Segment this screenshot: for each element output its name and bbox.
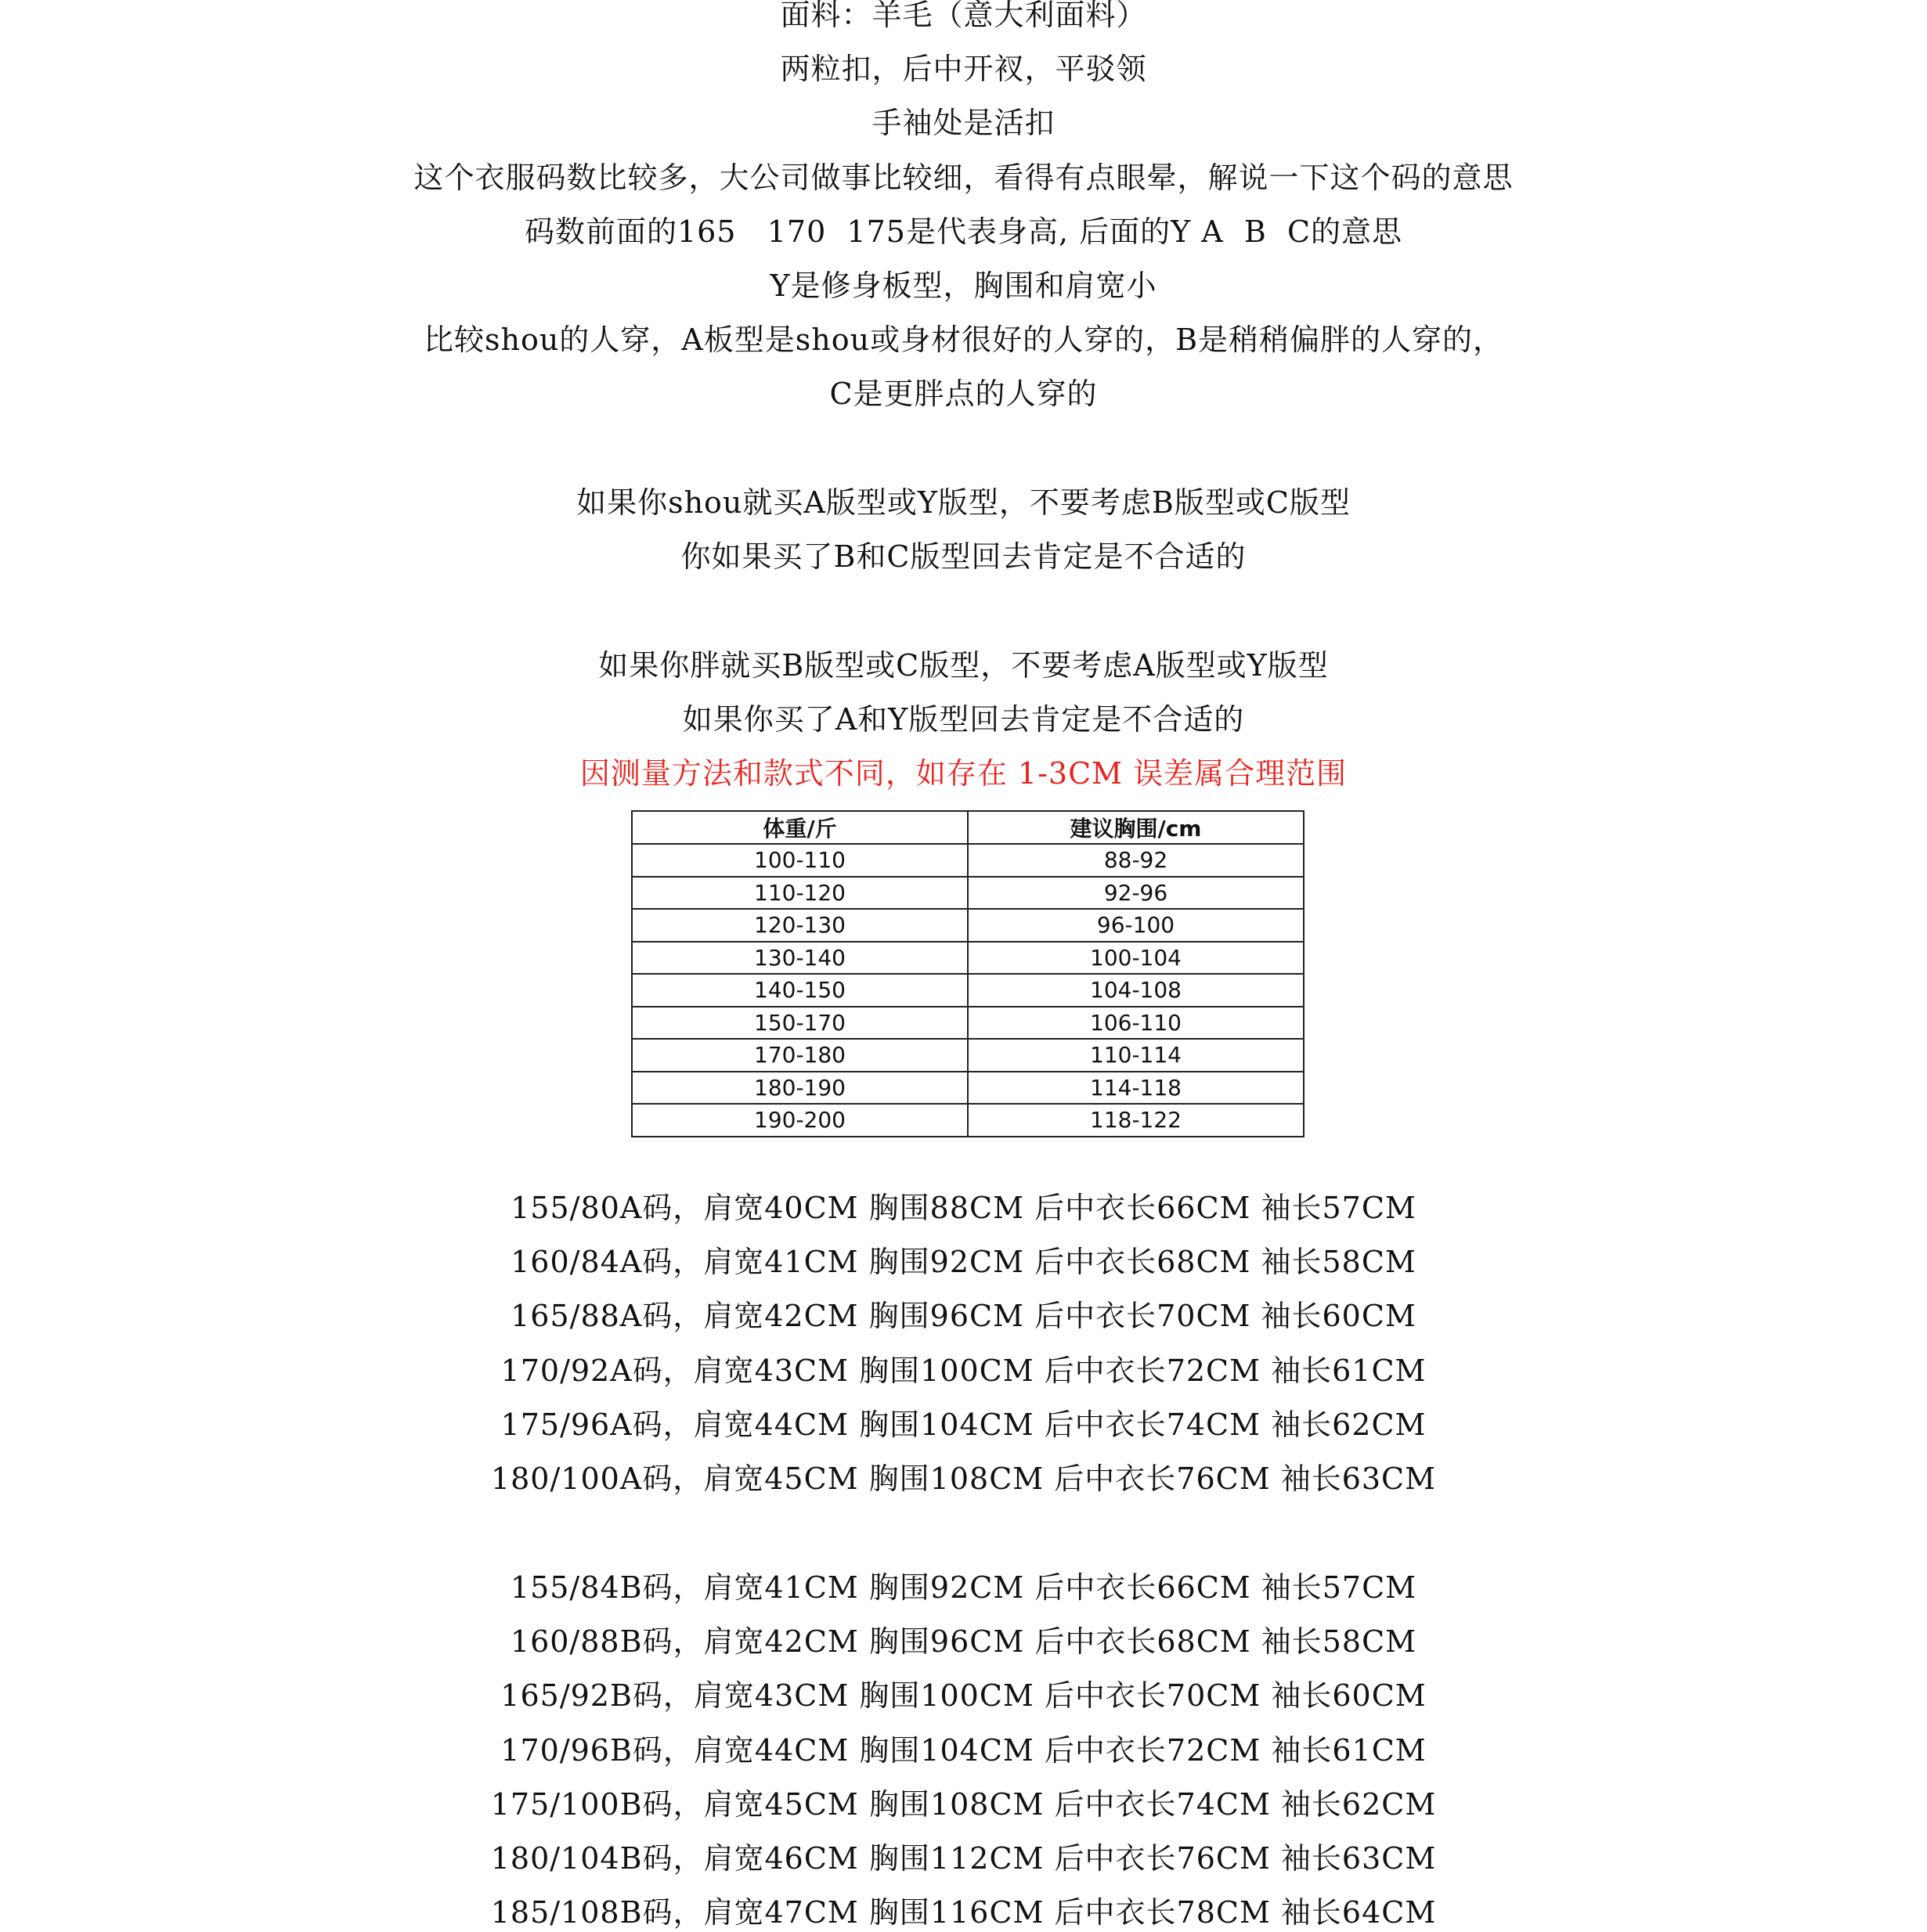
measurement-warning: 因测量方法和款式不同，如存在 1-3CM 误差属合理范围 xyxy=(579,756,1348,791)
weight-cell: 190-200 xyxy=(632,1104,968,1137)
weight-cell: 180-190 xyxy=(632,1072,968,1105)
table-row xyxy=(632,1072,1304,1105)
advice-thin-line: 如果你shou就买A版型或Y版型，不要考虑B版型或C版型 xyxy=(576,485,1351,520)
style-line: 两粒扣，后中开衩，平驳领 xyxy=(780,52,1147,86)
weight-cell: 110-120 xyxy=(632,877,968,910)
size-b-line: 175/100B码，肩宽45CM 胸围108CM 后中衣长74CM 袖长62CM xyxy=(490,1787,1437,1822)
chest-cell: 114-118 xyxy=(968,1072,1304,1105)
weight-cell: 100-110 xyxy=(632,844,968,877)
chest-cell: 110-114 xyxy=(968,1039,1304,1072)
weight-cell: 140-150 xyxy=(632,974,968,1007)
header-chest: 建议胸围/cm xyxy=(968,811,1304,844)
chest-cell: 88-92 xyxy=(968,844,1304,877)
fit-c-line: C是更胖点的人穿的 xyxy=(829,377,1098,411)
advice-thin-warning-line: 你如果买了B和C版型回去肯定是不合适的 xyxy=(680,539,1247,574)
table-header-row xyxy=(632,811,1304,844)
table-row xyxy=(632,974,1304,1007)
weight-cell: 150-170 xyxy=(632,1007,968,1040)
sleeve-button-line: 手袖处是活扣 xyxy=(871,106,1056,140)
table-row xyxy=(632,909,1304,942)
advice-fat-warning-line: 如果你买了A和Y版型回去肯定是不合适的 xyxy=(682,702,1245,737)
chest-cell: 106-110 xyxy=(968,1007,1304,1040)
chest-cell: 100-104 xyxy=(968,942,1304,975)
table-row xyxy=(632,1104,1304,1137)
size-b-line: 185/108B码，肩宽47CM 胸围116CM 后中衣长78CM 袖长64CM xyxy=(490,1895,1437,1930)
size-a-line: 160/84A码，肩宽41CM 胸围92CM 后中衣长68CM 袖长58CM xyxy=(511,1245,1416,1279)
size-b-line: 155/84B码，肩宽41CM 胸围92CM 后中衣长66CM 袖长57CM xyxy=(510,1570,1417,1605)
table-row xyxy=(632,1039,1304,1072)
weight-cell: 130-140 xyxy=(632,942,968,975)
size-a-line: 175/96A码，肩宽44CM 胸围104CM 后中衣长74CM 袖长62CM xyxy=(500,1408,1427,1442)
table-row xyxy=(632,1007,1304,1040)
size-b-line: 170/96B码，肩宽44CM 胸围104CM 后中衣长72CM 袖长61CM xyxy=(500,1733,1427,1768)
chest-cell: 92-96 xyxy=(968,877,1304,910)
size-a-line: 180/100A码，肩宽45CM 胸围108CM 后中衣长76CM 袖长63CM xyxy=(490,1462,1437,1496)
size-a-line: 155/80A码，肩宽40CM 胸围88CM 后中衣长66CM 袖长57CM xyxy=(511,1191,1416,1225)
size-a-line: 170/92A码，肩宽43CM 胸围100CM 后中衣长72CM 袖长61CM xyxy=(500,1353,1427,1388)
chest-cell: 104-108 xyxy=(968,974,1304,1007)
chest-cell: 96-100 xyxy=(968,909,1304,942)
size-b-line: 160/88B码，肩宽42CM 胸围96CM 后中衣长68CM 袖长58CM xyxy=(510,1624,1417,1659)
header-weight: 体重/斤 xyxy=(632,811,968,844)
table-row xyxy=(632,942,1304,975)
weight-cell: 120-130 xyxy=(632,909,968,942)
weight-cell: 170-180 xyxy=(632,1039,968,1072)
fit-ab-line: 比较shou的人穿，A板型是shou或身材很好的人穿的，B是稍稍偏胖的人穿的， xyxy=(423,323,1504,357)
chest-cell: 118-122 xyxy=(968,1104,1304,1137)
table-row xyxy=(632,844,1304,877)
table-row xyxy=(632,877,1304,910)
fabric-line: 面料：羊毛（意大利面料） xyxy=(780,0,1147,32)
size-height-line: 码数前面的165 170 175是代表身高, 后面的Y A B C的意思 xyxy=(524,214,1403,249)
advice-fat-line: 如果你胖就买B版型或C版型，不要考虑A版型或Y版型 xyxy=(598,648,1329,683)
fit-y-line: Y是修身板型，胸围和肩宽小 xyxy=(770,269,1157,303)
weight-chest-table xyxy=(631,810,1305,1137)
size-intro-line: 这个衣服码数比较多，大公司做事比较细，看得有点眼晕，解说一下这个码的意思 xyxy=(413,160,1514,195)
size-b-line: 180/104B码，肩宽46CM 胸围112CM 后中衣长76CM 袖长63CM xyxy=(490,1841,1437,1876)
size-b-line: 165/92B码，肩宽43CM 胸围100CM 后中衣长70CM 袖长60CM xyxy=(500,1678,1427,1713)
size-a-line: 165/88A码，肩宽42CM 胸围96CM 后中衣长70CM 袖长60CM xyxy=(511,1299,1416,1333)
